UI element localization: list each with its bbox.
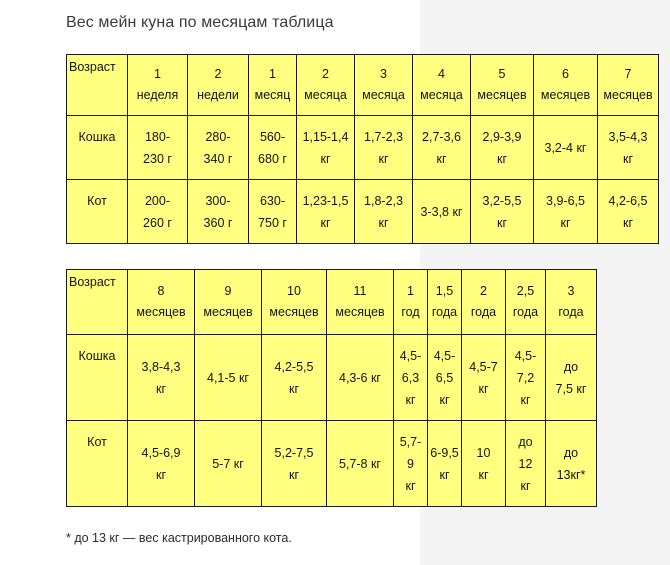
- cell-line: месяцев: [540, 88, 591, 102]
- cell-line: 4,5-: [433, 348, 456, 363]
- column-header: [546, 270, 597, 335]
- cell-line: кг: [378, 151, 389, 166]
- cell-line: кг: [439, 392, 450, 407]
- table-cell: [598, 180, 659, 244]
- cell-line: кг: [405, 392, 416, 407]
- cell-line: месяц: [254, 88, 291, 102]
- column-header: [262, 270, 327, 335]
- cell-line: года: [431, 305, 458, 319]
- table-cell: [128, 180, 188, 244]
- cell-line: 5,7-: [399, 434, 422, 449]
- cell-line: кг: [478, 381, 489, 396]
- cell-line: кг: [320, 151, 331, 166]
- cell-line: 1,5: [435, 284, 454, 298]
- cell-line: 3,2-4 кг: [544, 140, 587, 155]
- cell-line: 2: [480, 284, 487, 298]
- table-cell: [297, 116, 355, 180]
- column-header: [128, 55, 188, 116]
- column-header: [598, 55, 659, 116]
- table-cell: [413, 180, 471, 244]
- table-cell: [327, 421, 394, 507]
- cell-line: 3,2-5,5: [482, 193, 522, 208]
- cell-line: 5-7 кг: [212, 456, 244, 471]
- cell-line: 7: [624, 67, 632, 81]
- column-header: [428, 270, 462, 335]
- cell-line: 4,1-5 кг: [207, 370, 249, 385]
- cell-line: месяцев: [477, 88, 527, 102]
- cell-line: 280-: [205, 129, 231, 144]
- cell-line: 3: [380, 67, 387, 81]
- cell-line: 2,9-3,9: [482, 129, 522, 144]
- cell-line: кг: [560, 215, 571, 230]
- cell-line: месяцев: [603, 88, 653, 102]
- cell-line: месяца: [420, 88, 463, 102]
- cell-line: 4: [438, 67, 445, 81]
- cell-line: кг: [622, 151, 634, 166]
- table-cell: [534, 116, 598, 180]
- column-header: [394, 270, 428, 335]
- table-cell: [598, 116, 659, 180]
- cell-line: кг: [288, 467, 300, 482]
- cell-line: 300-: [205, 193, 231, 208]
- table-cell: [506, 335, 546, 421]
- cell-line: 6-9,5: [430, 445, 459, 460]
- cell-line: 1: [269, 67, 276, 81]
- cell-line: до: [563, 445, 579, 460]
- cell-line: 12: [518, 456, 533, 471]
- cell-line: кг: [405, 478, 416, 493]
- column-header: [471, 55, 534, 116]
- table-cell: [413, 116, 471, 180]
- cell-line: 7,5 кг: [555, 381, 587, 396]
- table-cell: [546, 421, 597, 507]
- table-cell: [195, 335, 262, 421]
- cell-line: 1,15-1,4: [302, 129, 349, 144]
- cell-line: 750 г: [258, 215, 287, 230]
- table-cell: [327, 335, 394, 421]
- header-label: Возраст: [67, 55, 128, 116]
- cell-line: 260 г: [143, 215, 172, 230]
- cell-line: кг: [496, 151, 508, 166]
- row-label: Кот: [67, 421, 128, 507]
- cell-line: месяцев: [269, 305, 319, 319]
- cell-line: кг: [478, 467, 489, 482]
- cell-line: 10: [476, 445, 491, 460]
- cell-line: 1: [154, 67, 161, 81]
- cell-line: 4,5-7: [469, 359, 498, 374]
- cell-line: 3,5-4,3: [608, 129, 648, 144]
- column-header: [327, 270, 394, 335]
- table-row: [67, 421, 597, 507]
- cell-line: до: [518, 434, 533, 449]
- cell-line: года: [470, 305, 497, 319]
- table-cell: [355, 116, 413, 180]
- cell-line: 4,2-5,5: [274, 359, 314, 374]
- table-cell: [249, 180, 297, 244]
- row-label: Кошка: [67, 116, 128, 180]
- table-cell: [462, 421, 506, 507]
- cell-line: кг: [155, 467, 167, 482]
- weight-table-2: [66, 269, 597, 507]
- footnote: * до 13 кг — вес кастрированного кота.: [66, 531, 292, 545]
- column-header: [413, 55, 471, 116]
- table-cell: [428, 421, 462, 507]
- cell-line: 1,23-1,5: [302, 193, 349, 208]
- column-header: [188, 55, 249, 116]
- table-cell: [297, 180, 355, 244]
- page-title: Вес мейн куна по месяцам таблица: [66, 14, 334, 31]
- table-row: [67, 116, 659, 180]
- cell-line: кг: [436, 151, 447, 166]
- cell-line: кг: [520, 478, 531, 493]
- cell-line: кг: [622, 215, 634, 230]
- column-header: [355, 55, 413, 116]
- cell-line: 2: [322, 67, 329, 81]
- column-header: [462, 270, 506, 335]
- cell-line: 340 г: [203, 151, 233, 166]
- cell-line: 2: [214, 67, 222, 81]
- cell-line: 4,2-6,5: [608, 193, 648, 208]
- cell-line: неделя: [136, 88, 179, 102]
- cell-line: 7,2: [516, 370, 535, 385]
- cell-line: 3-3,8 кг: [420, 204, 463, 219]
- table-row: [67, 180, 659, 244]
- table-cell: [262, 421, 327, 507]
- cell-line: 4,5-: [399, 348, 422, 363]
- cell-line: 6,5: [435, 370, 454, 385]
- cell-line: 4,3-6 кг: [339, 370, 381, 385]
- table-cell: [471, 116, 534, 180]
- cell-line: до: [563, 359, 579, 374]
- cell-line: 9: [407, 456, 414, 471]
- cell-line: 6,3: [401, 370, 420, 385]
- column-header: [249, 55, 297, 116]
- cell-line: 3: [567, 284, 575, 298]
- cell-line: 230 г: [143, 151, 172, 166]
- table-cell: [471, 180, 534, 244]
- cell-line: 680 г: [258, 151, 287, 166]
- table-cell: [262, 335, 327, 421]
- table-cell: [394, 335, 428, 421]
- column-header: [534, 55, 598, 116]
- table-cell: [188, 116, 249, 180]
- cell-line: 2,5: [516, 284, 535, 298]
- cell-line: недели: [197, 88, 239, 102]
- header-label: Возраст: [67, 270, 128, 335]
- cell-line: месяцев: [203, 305, 253, 319]
- cell-line: 180-: [144, 129, 171, 144]
- column-header: [297, 55, 355, 116]
- cell-line: месяца: [304, 88, 347, 102]
- table-cell: [195, 421, 262, 507]
- cell-line: кг: [496, 215, 508, 230]
- row-label: Кот: [67, 180, 128, 244]
- cell-line: 2,7-3,6: [422, 129, 461, 144]
- table-cell: [394, 421, 428, 507]
- table-cell: [506, 421, 546, 507]
- cell-line: 3,9-6,5: [546, 193, 585, 208]
- cell-line: 5,7-8 кг: [339, 456, 381, 471]
- table-cell: [428, 335, 462, 421]
- table-row: [67, 335, 597, 421]
- table-cell: [128, 335, 195, 421]
- cell-line: кг: [320, 215, 331, 230]
- cell-line: кг: [378, 215, 389, 230]
- cell-line: месяца: [362, 88, 405, 102]
- cell-line: 360 г: [203, 215, 233, 230]
- cell-line: 8: [157, 284, 165, 298]
- cell-line: кг: [288, 381, 300, 396]
- table-cell: [188, 180, 249, 244]
- cell-line: 10: [287, 284, 301, 298]
- table-cell: [249, 116, 297, 180]
- cell-line: 6: [562, 67, 569, 81]
- cell-line: 4,5-: [514, 348, 537, 363]
- table-cell: [462, 335, 506, 421]
- table-cell: [534, 180, 598, 244]
- column-header: [195, 270, 262, 335]
- column-header: [506, 270, 546, 335]
- cell-line: кг: [155, 381, 167, 396]
- cell-line: 630-: [259, 193, 286, 208]
- table-cell: [355, 180, 413, 244]
- cell-line: 1: [407, 284, 414, 298]
- cell-line: 1,8-2,3: [364, 193, 403, 208]
- table-cell: [128, 421, 195, 507]
- row-label: Кошка: [67, 335, 128, 421]
- table-header-row: [67, 55, 659, 116]
- cell-line: кг: [520, 392, 531, 407]
- cell-line: года: [512, 305, 539, 319]
- cell-line: 5: [498, 67, 506, 81]
- cell-line: 200-: [144, 193, 171, 208]
- weight-table-1: [66, 54, 659, 244]
- cell-line: 9: [224, 284, 232, 298]
- cell-line: год: [401, 305, 420, 319]
- cell-line: месяцев: [136, 305, 186, 319]
- cell-line: 4,5-6,9: [141, 445, 181, 460]
- cell-line: месяцев: [335, 305, 385, 319]
- table-cell: [128, 116, 188, 180]
- table-header-row: [67, 270, 597, 335]
- cell-line: 11: [353, 284, 367, 298]
- cell-line: 560-: [259, 129, 286, 144]
- cell-line: года: [558, 305, 584, 319]
- cell-line: 3,8-4,3: [141, 359, 181, 374]
- cell-line: 5,2-7,5: [274, 445, 314, 460]
- cell-line: 13кг*: [556, 467, 586, 482]
- cell-line: кг: [439, 467, 450, 482]
- table-cell: [546, 335, 597, 421]
- cell-line: 1,7-2,3: [364, 129, 403, 144]
- column-header: [128, 270, 195, 335]
